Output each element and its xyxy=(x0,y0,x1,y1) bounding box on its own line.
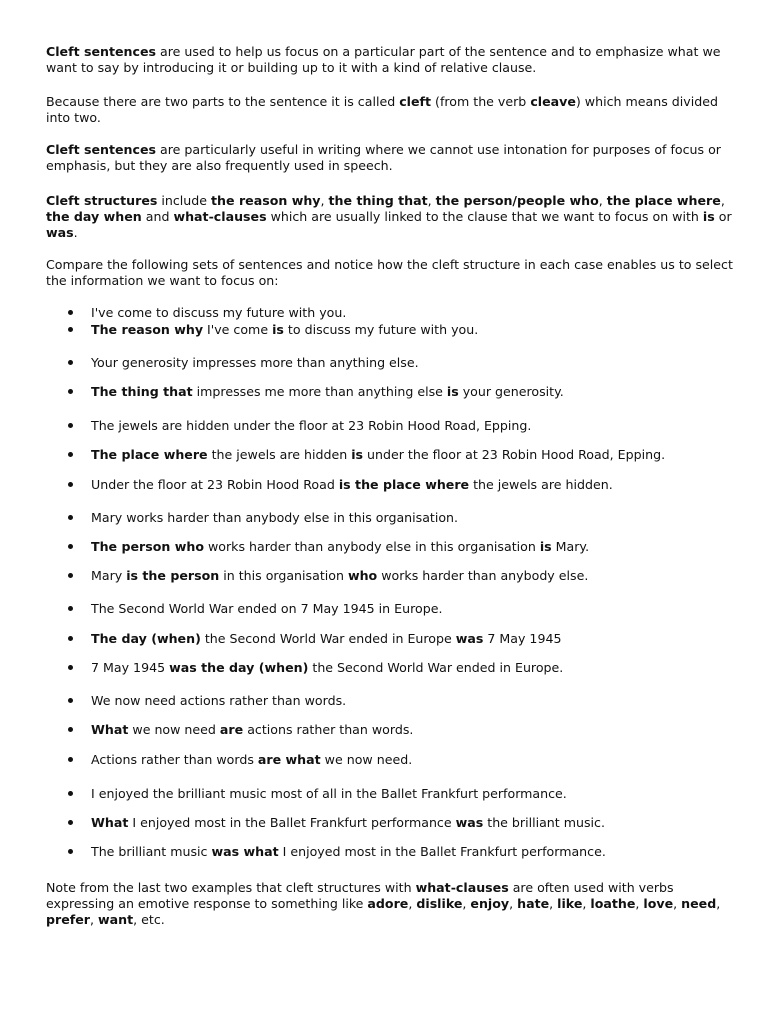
bullet-icon xyxy=(68,389,73,394)
bullet-icon xyxy=(68,820,73,825)
paragraph-cleft-definition xyxy=(46,44,736,76)
text-run: , xyxy=(598,193,607,208)
bold-run: is the place where xyxy=(338,477,470,492)
bold-run: cleave xyxy=(530,94,576,109)
text-run: in this organisation xyxy=(219,568,348,583)
text-run: 7 May 1945 xyxy=(91,660,170,675)
text-run: Mary xyxy=(91,568,127,583)
bold-run: The place where xyxy=(91,447,208,462)
text-run: , xyxy=(408,896,417,911)
example-text xyxy=(91,510,458,526)
text-run: the jewels are hidden xyxy=(207,447,352,462)
bold-run: like xyxy=(557,896,583,911)
text-run: , xyxy=(462,896,471,911)
text-run: are particularly useful in writing where we cannot use intonation for purposes of focus or emphasis, but they are also frequently used in speech. xyxy=(46,142,721,173)
bold-run: is xyxy=(539,539,552,554)
bold-run: What xyxy=(91,722,129,737)
bold-run: The day (when) xyxy=(91,631,201,646)
bold-run: Cleft sentences xyxy=(46,44,157,59)
text-run: works harder than anybody else in this organisation xyxy=(204,539,540,554)
bold-run: is xyxy=(272,322,284,337)
bold-run: the person/people who xyxy=(435,193,599,208)
text-run: the Second World War ended in Europe. xyxy=(308,660,564,675)
bold-run: What xyxy=(91,815,129,830)
text-run: We now need actions rather than words. xyxy=(91,693,347,708)
text-run: works harder than anybody else. xyxy=(377,568,589,583)
bold-run: enjoy xyxy=(470,896,510,911)
bold-run: was xyxy=(455,631,484,646)
example-text xyxy=(91,418,531,434)
paragraph-compare-intro xyxy=(46,257,736,289)
text-run: Mary. xyxy=(551,539,590,554)
bold-run: adore xyxy=(367,896,409,911)
example-text xyxy=(91,844,606,860)
text-run: under the floor at 23 Robin Hood Road, Epping. xyxy=(363,447,666,462)
bold-run: the reason why xyxy=(211,193,321,208)
text-run: I enjoyed most in the Ballet Frankfurt performance xyxy=(128,815,456,830)
example-text xyxy=(91,477,613,493)
example-text xyxy=(91,693,346,709)
text-run: impresses me more than anything else xyxy=(192,384,447,399)
text-run: I enjoyed most in the Ballet Frankfurt performance. xyxy=(278,844,606,859)
bold-run: need xyxy=(681,896,717,911)
example-text xyxy=(91,539,589,555)
text-run: I've come xyxy=(203,322,273,337)
bullet-icon xyxy=(68,727,73,732)
text-run: I enjoyed the brilliant music most of all in the Ballet Frankfurt performance. xyxy=(91,786,567,801)
text-run: , xyxy=(509,896,518,911)
text-run: are often used with verbs expressing an emotive response to something like xyxy=(46,880,674,911)
bold-run: hate xyxy=(517,896,550,911)
text-run: ) which means divided into two. xyxy=(46,94,718,125)
bold-run: what-clauses xyxy=(415,880,509,895)
text-run: , xyxy=(720,193,725,208)
text-run: , xyxy=(673,896,682,911)
example-text xyxy=(91,384,564,400)
text-run: The brilliant music xyxy=(91,844,212,859)
text-run: The Second World War ended on 7 May 1945 in Europe. xyxy=(91,601,443,616)
bullet-icon xyxy=(68,515,73,520)
bullet-icon xyxy=(68,573,73,578)
text-run: I've come to discuss my future with you. xyxy=(91,305,347,320)
bold-run: are what xyxy=(257,752,321,767)
bold-run: is xyxy=(351,447,364,462)
bold-run: The thing that xyxy=(91,384,193,399)
paragraph-cleft-usage xyxy=(46,142,736,174)
bullet-icon xyxy=(68,360,73,365)
bold-run: was the day (when) xyxy=(169,660,309,675)
bold-run: was xyxy=(455,815,484,830)
bullet-icon xyxy=(68,791,73,796)
bold-run: who xyxy=(347,568,378,583)
text-run: , xyxy=(320,193,329,208)
bold-run: is the person xyxy=(126,568,220,583)
bold-run: want xyxy=(98,912,134,927)
paragraph-cleft-etymology xyxy=(46,94,736,126)
text-run: Under the floor at 23 Robin Hood Road xyxy=(91,477,339,492)
example-text xyxy=(91,322,478,338)
text-run: the brilliant music. xyxy=(483,815,605,830)
bold-run: the place where xyxy=(606,193,721,208)
bullet-icon xyxy=(68,310,73,315)
bullet-icon xyxy=(68,452,73,457)
text-run: , xyxy=(635,896,644,911)
text-run: the Second World War ended in Europe xyxy=(200,631,456,646)
paragraph-note xyxy=(46,880,736,928)
bullet-icon xyxy=(68,636,73,641)
example-text xyxy=(91,815,605,831)
text-run: , xyxy=(582,896,591,911)
text-run: . xyxy=(73,225,78,240)
example-text xyxy=(91,447,665,463)
text-run: we now need xyxy=(128,722,220,737)
text-run: are used to help us focus on a particular part of the sentence and to emphasize what we want to say by introducing it or building up to it with a kind of relative clause. xyxy=(46,44,721,75)
bullet-icon xyxy=(68,849,73,854)
text-run: , xyxy=(90,912,99,927)
example-text xyxy=(91,305,346,321)
text-run: , xyxy=(716,896,721,911)
bold-run: Cleft sentences xyxy=(46,142,157,157)
bold-run: dislike xyxy=(416,896,463,911)
bullet-icon xyxy=(68,482,73,487)
bold-run: are xyxy=(219,722,244,737)
text-run: the jewels are hidden. xyxy=(469,477,613,492)
bold-run: The reason why xyxy=(91,322,204,337)
text-run: The jewels are hidden under the floor at 23 Robin Hood Road, Epping. xyxy=(91,418,532,433)
text-run: (from the verb xyxy=(431,94,531,109)
bullet-icon xyxy=(68,423,73,428)
bold-run: was xyxy=(46,225,74,240)
bold-run: cleft xyxy=(399,94,432,109)
text-run: Because there are two parts to the sentence it is called xyxy=(46,94,400,109)
example-text xyxy=(91,601,442,617)
text-run: Note from the last two examples that cleft structures with xyxy=(46,880,416,895)
bold-run: loathe xyxy=(590,896,636,911)
bold-run: is xyxy=(446,384,459,399)
bullet-icon xyxy=(68,606,73,611)
bold-run: The person who xyxy=(91,539,204,554)
bold-run: prefer xyxy=(46,912,90,927)
text-run: 7 May 1945 xyxy=(483,631,562,646)
text-run: Your generosity impresses more than anything else. xyxy=(91,355,419,370)
text-run: or xyxy=(714,209,732,224)
example-text xyxy=(91,568,588,584)
text-run: we now need. xyxy=(320,752,413,767)
bullet-icon xyxy=(68,544,73,549)
text-run: Actions rather than words xyxy=(91,752,258,767)
bullet-icon xyxy=(68,327,73,332)
text-run: include xyxy=(157,193,212,208)
bold-run: was what xyxy=(211,844,279,859)
bold-run: Cleft structures xyxy=(46,193,158,208)
bold-run: the day when xyxy=(46,209,142,224)
text-run: your generosity. xyxy=(458,384,564,399)
bullet-icon xyxy=(68,665,73,670)
text-run: , etc. xyxy=(133,912,165,927)
bullet-icon xyxy=(68,698,73,703)
example-text xyxy=(91,786,567,802)
text-run: and xyxy=(141,209,174,224)
example-text xyxy=(91,660,563,676)
text-run: which are usually linked to the clause that we want to focus on with xyxy=(266,209,703,224)
bold-run: what-clauses xyxy=(173,209,267,224)
bold-run: love xyxy=(643,896,674,911)
bullet-icon xyxy=(68,757,73,762)
example-text xyxy=(91,631,561,647)
text-run: , xyxy=(427,193,436,208)
bold-run: is xyxy=(702,209,715,224)
paragraph-cleft-structures xyxy=(46,193,736,241)
example-text xyxy=(91,722,413,738)
text-run: Compare the following sets of sentences and notice how the cleft structure in each case enables us to select the information we want to focus on: xyxy=(46,257,733,288)
bold-run: the thing that xyxy=(328,193,428,208)
example-text xyxy=(91,355,419,371)
text-run: to discuss my future with you. xyxy=(283,322,479,337)
example-text xyxy=(91,752,412,768)
text-run: actions rather than words. xyxy=(243,722,414,737)
text-run: Mary works harder than anybody else in this organisation. xyxy=(91,510,459,525)
text-run: , xyxy=(549,896,558,911)
